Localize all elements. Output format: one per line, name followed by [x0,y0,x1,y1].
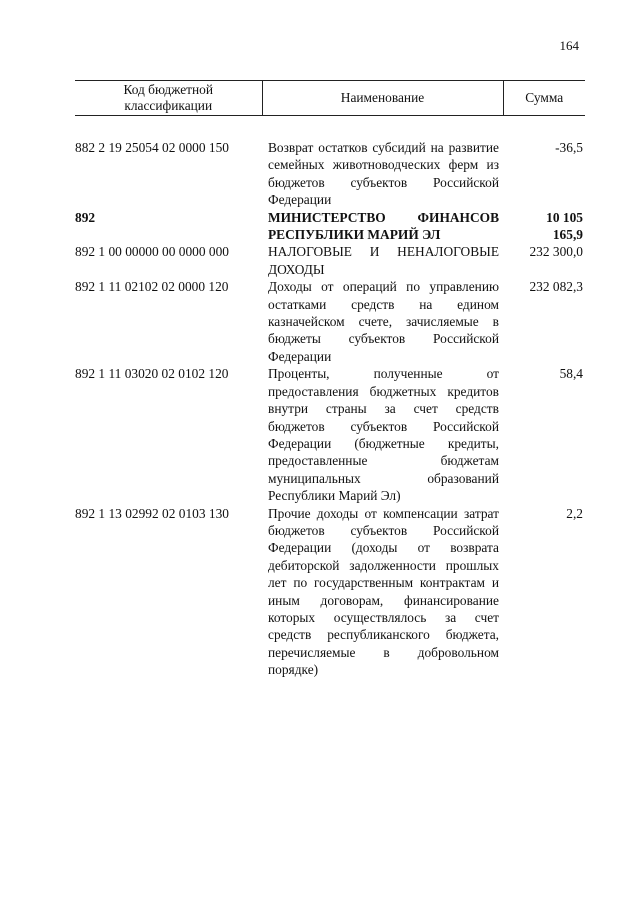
table-header-row [75,81,585,116]
row-code: 892 [75,209,96,225]
header-sum: Сумма [503,81,585,116]
table-row [75,278,585,365]
row-sum: -36,5 [555,140,583,155]
table-row [75,209,585,244]
row-name: Возврат остатков субсидий на развитие семейных животноводческих ферм из бюджетов субъектов Российской Федерации [268,140,499,208]
row-code: 892 1 11 02102 02 0000 120 [75,279,229,295]
row-code: 892 1 00 00000 00 0000 000 [75,244,229,260]
table-row [75,505,585,679]
row-name: Доходы от операций по управлению остатками средств на едином казначейском счете, зачисляемые в бюджеты субъектов Российской Федерации [268,279,499,364]
row-sum: 58,4 [559,366,583,382]
row-sum: 232 300,0 [529,244,583,260]
row-name: Прочие доходы от компенсации затрат бюджетов субъектов Российской Федерации (доходы от возврата дебиторской задолженности прошлых лет по государственным контрактам и иным договорам, финансирование которых осуществлялось за счет средств республиканского бюджета, перечисляемые в добровольном порядке) [268,505,499,678]
row-sum: 10 105 165,9 [546,209,583,243]
row-name: Проценты, полученные от предоставления бюджетных кредитов внутри страны за счет средств бюджетов субъектов Российской Федерации (бюджетные кредиты, предоставленные бюджетам муниципальных образований Республики Марий Эл) [268,366,499,504]
table-row [75,365,585,504]
row-name: МИНИСТЕРСТВО ФИНАНСОВ РЕСПУБЛИКИ МАРИЙ ЭЛ [268,209,499,243]
row-code: 892 1 13 02992 02 0103 130 [75,505,229,521]
row-name: НАЛОГОВЫЕ И НЕНАЛОГОВЫЕ ДОХОДЫ [268,244,499,277]
row-sum: 232 082,3 [529,279,583,295]
page-number: 164 [559,38,579,53]
row-sum: 2,2 [566,505,583,521]
header-spacer [75,116,585,140]
header-name: Наименование [262,81,503,116]
header-code: Код бюджетной классификации [75,81,262,116]
budget-classification-table [75,80,585,679]
table-row [75,139,585,209]
row-code: 892 1 11 03020 02 0102 120 [75,366,229,382]
row-code: 882 2 19 25054 02 0000 150 [75,140,229,155]
table-row [75,243,585,278]
